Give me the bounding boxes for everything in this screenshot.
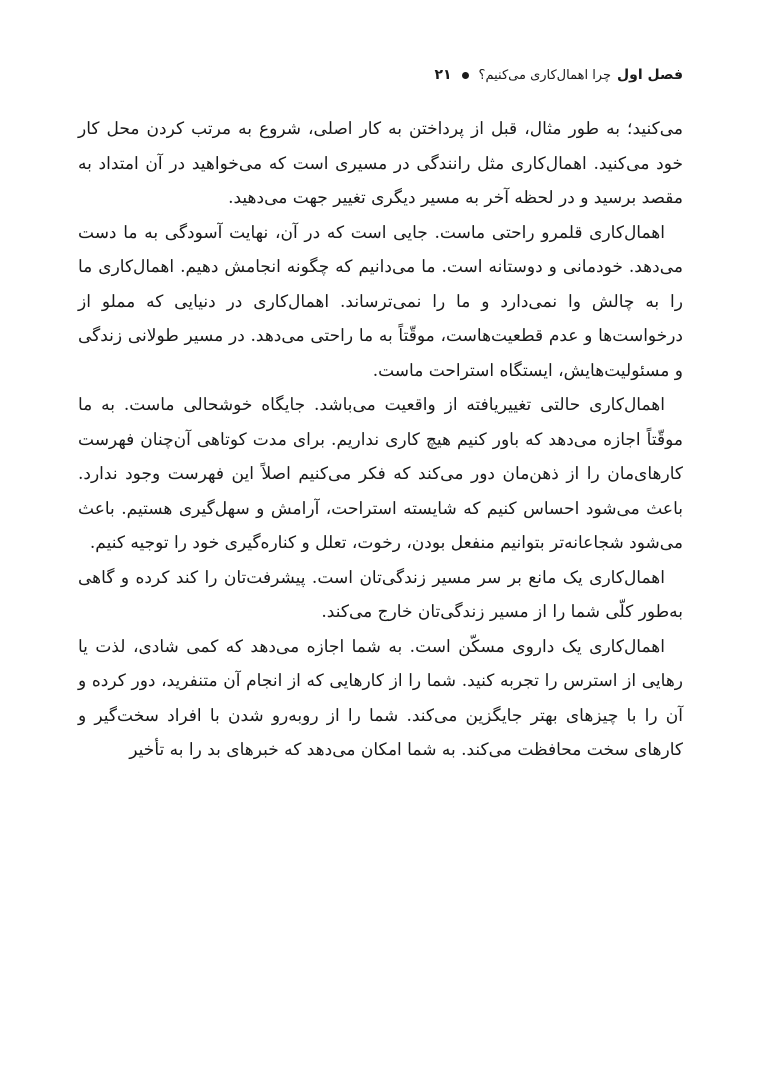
chapter-label: فصل اول: [617, 67, 683, 83]
paragraph: اهمال‌کاری یک مانع بر سر مسیر زندگی‌تان است. پیشرفت‌تان را کند کرده و گاهی به‌طور کلّی شما را از مسیر زندگی‌تان خارج می‌کند.: [78, 567, 683, 622]
running-header: [78, 62, 683, 88]
bullet-separator-icon: [462, 72, 469, 79]
body-text: [78, 112, 683, 768]
paragraph: می‌کنید؛ به طور مثال، قبل از پرداختن به کار اصلی، شروع به مرتب کردن محل کار خود می‌کنید. اهمال‌کاری مثل رانندگی در مسیری است که می‌خواهید در آن امتداد به مقصد برسید و در لحظه آخر به مسیر دیگری تغییر جهت می‌دهید.: [78, 119, 683, 208]
paragraph: اهمال‌کاری قلمرو راحتی ماست. جایی است که در آن، نهایت آسودگی به ما دست می‌دهد. خودمانی و دوستانه است. ما می‌دانیم که چگونه انجامش دهیم. اهمال‌کاری ما را به چالش وا نمی‌دارد و ما را نمی‌ترساند. اهمال‌کاری در دنیایی که مملو از درخواست‌ها و عدم قطعیت‌هاست، موقّتاً به ما راحتی می‌دهد. در مسیر طولانی زندگی و مسئولیت‌هایش، ایستگاه استراحت ماست.: [78, 222, 683, 381]
chapter-title: چرا اهمال‌کاری می‌کنیم؟: [478, 67, 612, 83]
page-number: ۲۱: [434, 67, 452, 83]
paragraph: اهمال‌کاری یک داروی مسکّن است. به شما اجازه می‌دهد که کمی شادی، لذت یا رهایی از استرس را تجربه کنید. شما را از کارهایی که از انجام آن متنفرید، دور کرده و آن را با چیزهای بهتر جایگزین می‌کند. شما را از روبه‌رو شدن با افراد سخت‌گیر و کارهای سخت محافظت می‌کند. به شما امکان می‌دهد که خبرهای بد را به تأخیر: [78, 636, 683, 760]
paragraph: اهمال‌کاری حالتی تغییریافته از واقعیت می‌باشد. جایگاه خوشحالی ماست. به ما موقّتاً اجازه می‌دهد که باور کنیم هیچ کاری نداریم. برای مدت کوتاهی آن‌چنان فهرست کارهای‌مان را از ذهن‌مان دور می‌کند که فکر می‌کنیم اصلاً این فهرست وجود ندارد. باعث می‌شود احساس کنیم که شایسته استراحت، آرامش و سهل‌گیری هستیم. باعث می‌شود شجاعانه‌تر بتوانیم منفعل بودن، رخوت، تعلل و کناره‌گیری خود را توجیه کنیم.: [78, 395, 683, 553]
